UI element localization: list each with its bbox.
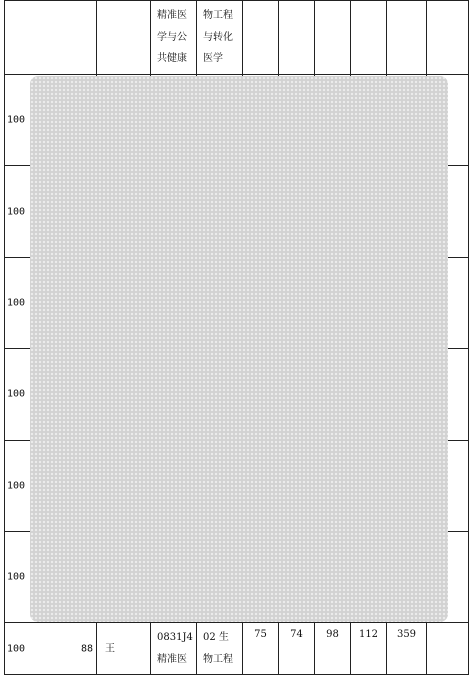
score-cell: 112	[351, 623, 387, 675]
score-cell: 75	[243, 623, 279, 675]
major-line: 精准医	[157, 653, 187, 665]
table-row	[5, 1, 469, 75]
remark-cell	[427, 623, 469, 675]
major-line: 0831J4	[157, 632, 193, 644]
major-line: 学与公	[157, 31, 187, 43]
direction-cell	[197, 1, 243, 75]
major-line: 精准医	[157, 10, 187, 21]
score-cell	[243, 1, 279, 75]
score-cell: 98	[315, 623, 351, 675]
score-cell	[315, 1, 351, 75]
redaction-mask-id	[30, 76, 448, 622]
direction-line: 物工程	[203, 653, 233, 665]
candidate-id-cell	[5, 623, 97, 675]
direction-line: 02 生	[203, 632, 229, 644]
name-cell	[97, 623, 151, 675]
direction-line: 医学	[203, 53, 223, 65]
candidate-id-prefix: 100	[7, 388, 26, 400]
candidate-id-prefix: 100	[7, 114, 26, 126]
candidate-id-suffix: 88	[80, 643, 93, 655]
candidate-id-prefix: 100	[7, 480, 26, 492]
major-line: 共健康	[157, 53, 187, 65]
major-cell	[151, 1, 197, 75]
total-cell	[387, 1, 427, 75]
score-cell	[279, 1, 315, 75]
name-cell	[97, 1, 151, 75]
candidate-id-prefix: 100	[7, 206, 26, 218]
candidate-name: 王	[105, 643, 115, 655]
candidate-id-prefix: 100	[7, 297, 26, 309]
remark-cell	[427, 1, 469, 75]
direction-line: 与转化	[203, 31, 233, 43]
candidate-id-prefix: 100	[7, 571, 26, 583]
score-cell	[351, 1, 387, 75]
direction-line: 物工程	[203, 10, 233, 21]
total-cell: 359	[387, 623, 427, 675]
score-cell: 74	[279, 623, 315, 675]
score-table-page	[4, 0, 468, 665]
major-cell	[151, 623, 197, 675]
direction-cell	[197, 623, 243, 675]
table-row	[5, 623, 469, 675]
redaction-mask-name	[122, 76, 142, 622]
candidate-id-prefix: 100	[7, 643, 26, 655]
candidate-id-cell	[5, 1, 97, 75]
